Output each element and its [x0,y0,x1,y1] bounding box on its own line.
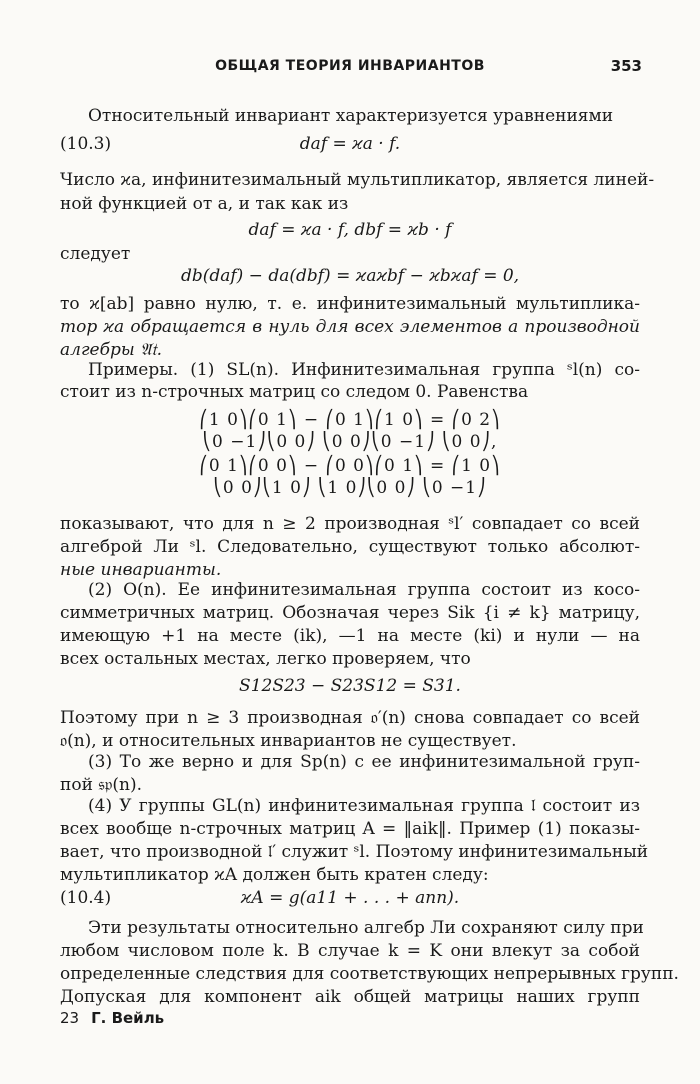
equation-number: (10.4) [60,888,112,908]
text-line: Эти результаты относительно алгебр Ли сохраняют силу при [88,918,644,938]
text-line: вает, что производной 𝔩′ служит ˢl. Поэтому инфинитезимальный [60,842,649,862]
matrix-equation-row: ⎝0 0⎠⎝1 0⎠ ⎝1 0⎠⎝0 0⎠ ⎝0 −1⎠ [213,478,487,498]
text-line: 𝔬(n), и относительных инвариантов не существует. [60,731,517,751]
text-line: определенные следствия для соответствующих непрерывных групп. [60,964,679,984]
text-line: тор ϰa обращается в нуль для всех элементов a производной [60,317,640,337]
text-line: (4) У группы GL(n) инфинитезимальная группа 𝔩 состоит из [88,796,640,816]
text-line: Число ϰa, инфинитезимальный мультипликатор, является линей- [60,170,655,190]
equation-commutator: db(daf) − da(dbf) = ϰaϰbf − ϰbϰaf = 0, [180,266,520,286]
text-line: ной функцией от a, и так как из [60,194,349,214]
matrix-equation-row: ⎛1 0⎞⎛0 1⎞ − ⎛0 1⎞⎛1 0⎞ = ⎛0 2⎞ [199,410,501,430]
running-header [0,54,700,78]
page-number: 353 [610,57,642,75]
text-line: Относительный инвариант характеризуется уравнениями [88,106,614,126]
text-line: Допуская для компонент aik общей матрицы наших групп [60,987,640,1007]
text-line: симметричных матриц. Обозначая через Sik {i ≠ k} матрицу, [60,603,640,623]
equation-S: S12S23 − S23S12 = S31. [239,676,461,696]
text-line: следует [60,244,131,264]
text-line: стоит из n-строчных матриц со следом 0. Равенства [60,382,529,402]
text-line: Примеры. (1) SL(n). Инфинитезимальная группа ˢl(n) со- [88,360,640,380]
equation-10-3: daf = ϰa · f. [299,134,401,154]
signature-number: 23 [60,1009,80,1027]
text-line: (2) O(n). Ее инфинитезимальная группа состоит из косо- [88,580,640,600]
text-line: имеющую +1 на месте (ik), —1 на месте (ki) и нули — на [60,626,640,646]
matrix-equation-row: ⎝0 −1⎠⎝0 0⎠ ⎝0 0⎠⎝0 −1⎠ ⎝0 0⎠, [202,432,498,452]
author-name: Г. Вейль [91,1009,165,1027]
footer-signature [60,1006,164,1030]
text-line: Поэтому при n ≥ 3 производная 𝔬′(n) снова совпадает со всей [60,708,640,728]
matrix-equation-row: ⎛0 1⎞⎛0 0⎞ − ⎛0 0⎞⎛0 1⎞ = ⎛1 0⎞ [199,456,501,476]
text-line: показывают, что для n ≥ 2 производная ˢl′ совпадает со всей [60,514,640,534]
text-line: алгебры 𝔄𝔱. [60,340,163,360]
text-line: любом числовом поле k. В случае k = K они влекут за собой [60,941,640,961]
text-line: (3) То же верно и для Sp(n) с ее инфинитезимальной груп- [88,752,640,772]
equation-number: (10.3) [60,134,112,154]
text-line: всех остальных местах, легко проверяем, что [60,649,471,669]
text-line: алгеброй Ли ˢl. Следовательно, существуют только абсолют- [60,537,640,557]
equation-10-4: ϰA = g(a11 + . . . + ann). [240,888,460,908]
text-line: мультипликатор ϰA должен быть кратен следу: [60,865,489,885]
page-header-title: ОБЩАЯ ТЕОРИЯ ИНВАРИАНТОВ [215,58,485,74]
equation-pair: daf = ϰa · f, dbf = ϰb · f [248,220,452,240]
text-line: то ϰ[ab] равно нулю, т. е. инфинитезимальный мультиплика- [60,294,640,314]
text-line: пой 𝔰𝔭(n). [60,775,142,795]
text-line: всех вообще n-строчных матриц A = ‖aik‖. Пример (1) показы- [60,819,640,839]
text-line: ные инварианты. [60,560,222,580]
